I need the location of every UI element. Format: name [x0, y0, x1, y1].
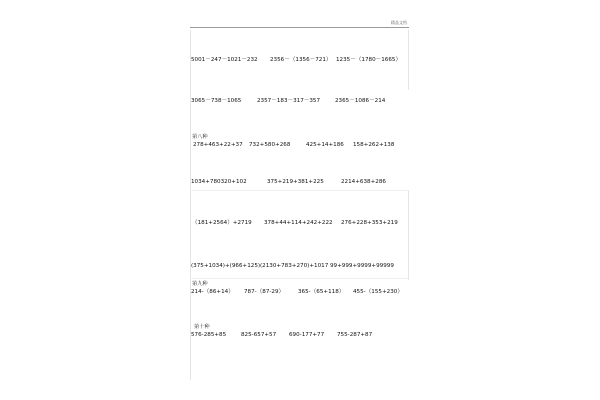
- problem-r8-2: 825-657+57: [241, 332, 277, 338]
- problem-r2-3: 2365－1086－214: [335, 98, 386, 104]
- problem-r1-1: 5001－247－1021－232: [191, 57, 258, 63]
- problem-r7-4: 455-（155+230）: [353, 289, 403, 295]
- header-divider: [190, 27, 409, 28]
- right-margin-line-lower: [408, 190, 409, 280]
- right-margin-line: [408, 30, 409, 90]
- problem-r2-1: 3065－738－1065: [191, 98, 242, 104]
- problem-r3-1: 278+463+22+37: [193, 142, 243, 148]
- problem-r6-2: (2130+783+270)+1017: [260, 263, 329, 269]
- problem-r5-1: （181+2564）+2719: [192, 220, 252, 226]
- problem-r4-2: 375+219+381+225: [267, 179, 324, 185]
- problem-r3-2: 732+580+268: [249, 142, 291, 148]
- problem-r7-3: 365-（65+118）: [298, 289, 345, 295]
- problem-r8-1: 576-285+85: [191, 332, 227, 338]
- left-margin-line: [190, 30, 191, 380]
- problem-r5-3: 276+228+353+219: [341, 220, 398, 226]
- problem-r4-3: 2214+638+286: [341, 179, 386, 185]
- problem-r8-4: 755-287+87: [337, 332, 373, 338]
- problem-r1-3: 1235－（1780－1665）: [336, 57, 402, 63]
- section-title-9: 第九种: [192, 281, 208, 287]
- problem-r8-3: 690-177+77: [289, 332, 325, 338]
- problem-r5-2: 378+44+114+242+222: [264, 220, 333, 226]
- section-title-10: 第十种: [194, 324, 210, 330]
- problem-r7-2: 787-（87-29）: [244, 289, 285, 295]
- scan-band-top: [190, 190, 409, 191]
- problem-r4-1: 1034+780320+102: [191, 179, 247, 185]
- scan-band-bottom: [190, 278, 409, 279]
- problem-r3-3: 425+14+186: [306, 142, 344, 148]
- problem-r7-1: 214-（86+14）: [191, 289, 234, 295]
- problem-r1-2: 2356－（1356－721）: [270, 57, 332, 63]
- header-label: 精品文档: [391, 20, 407, 25]
- problem-r3-4: 158+262+138: [353, 142, 395, 148]
- problem-r6-1: (375+1034)+(966+125): [191, 263, 261, 269]
- section-title-8: 第八种: [192, 134, 208, 140]
- problem-r6-3: 99+999+9999+99999: [330, 263, 394, 269]
- problem-r2-2: 2357－183－317－357: [257, 98, 321, 104]
